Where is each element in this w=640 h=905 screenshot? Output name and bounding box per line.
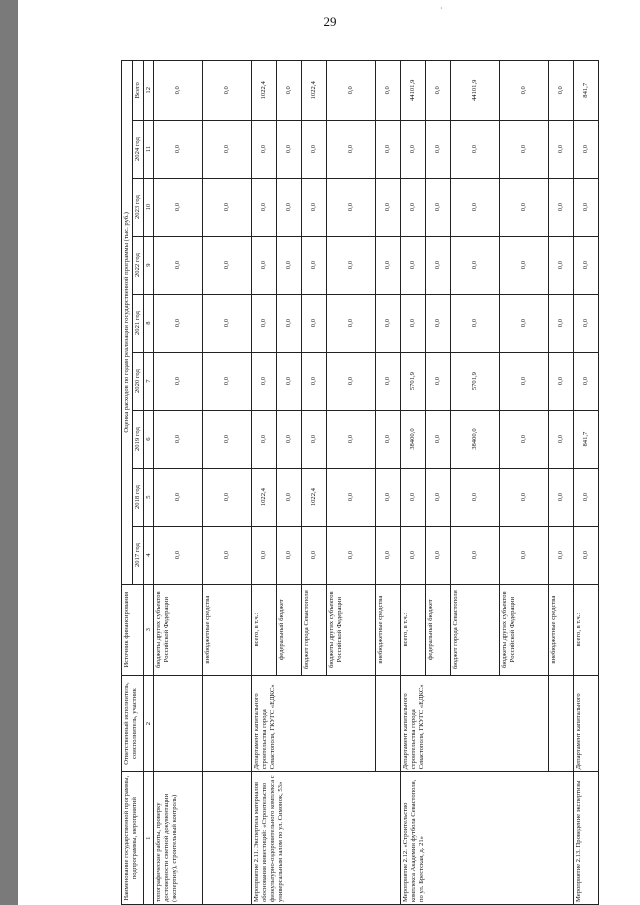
row-source: внебюджетные средства	[549, 584, 574, 675]
value-cell: 0,0	[203, 294, 252, 352]
value-cell: 0,0	[401, 236, 426, 294]
value-cell: 0,0	[302, 410, 327, 468]
row-source: федеральный бюджет	[277, 584, 302, 675]
budget-table	[121, 60, 599, 905]
value-cell: 0,0	[327, 61, 376, 121]
value-cell: 0,0	[451, 526, 500, 584]
value-cell: 0,0	[500, 236, 549, 294]
header-source: Источник финансирования	[122, 584, 144, 675]
row-source: всего, в т.ч.:	[401, 584, 426, 675]
value-cell: 0,0	[203, 120, 252, 178]
value-cell: 0,0	[252, 352, 277, 410]
col-number: 7	[143, 352, 154, 410]
col-number: 2	[143, 675, 154, 772]
row-name: Мероприятие 2.11. Экспертиза материалов обоснования инвестиций: «Строительство физкультурно-оздоровительного комплекса с универсальным залом по ул. Симонок, 53»	[252, 772, 401, 905]
header-executor: Ответственный исполнитель, соисполнитель, участник	[122, 675, 144, 772]
row-executor: Департамент капитального	[574, 675, 599, 772]
value-cell: 0,0	[327, 526, 376, 584]
value-cell: 0,0	[376, 178, 401, 236]
value-cell: 0,0	[426, 294, 451, 352]
value-cell: 841,7	[574, 410, 599, 468]
header-total: Всего	[132, 61, 143, 121]
table-row	[401, 61, 426, 905]
value-cell: 0,0	[426, 526, 451, 584]
row-source: бюджет города Севастополя	[451, 584, 500, 675]
row-source: федеральный бюджет	[426, 584, 451, 675]
value-cell: 0,0	[426, 178, 451, 236]
value-cell: 0,0	[302, 178, 327, 236]
value-cell: 0,0	[451, 236, 500, 294]
value-cell: 0,0	[451, 468, 500, 526]
value-cell: 0,0	[277, 410, 302, 468]
table-row	[252, 61, 277, 905]
value-cell: 5701,9	[451, 352, 500, 410]
row-name: Мероприятие 2.12. «Строительство комплекса Академии футбола Севастополя, по ул. Брестская, д. 21»	[401, 772, 574, 905]
row-source: бюджет города Севастополя	[302, 584, 327, 675]
header-year: 2019 год	[132, 410, 143, 468]
value-cell: 0,0	[376, 352, 401, 410]
value-cell: 0,0	[376, 410, 401, 468]
value-cell: 0,0	[401, 178, 426, 236]
value-cell: 0,0	[203, 178, 252, 236]
value-cell: 0,0	[277, 526, 302, 584]
value-cell: 0,0	[426, 468, 451, 526]
value-cell: 0,0	[574, 178, 599, 236]
value-cell: 0,0	[327, 236, 376, 294]
value-cell: 0,0	[426, 236, 451, 294]
row-executor: Департамент капитального строительства города Севастополя, ГКУГС «ЕДКС»	[252, 675, 376, 772]
header-year: 2023 год	[132, 178, 143, 236]
value-cell: 0,0	[252, 178, 277, 236]
value-cell: 0,0	[376, 526, 401, 584]
value-cell: 38400,0	[451, 410, 500, 468]
value-cell: 0,0	[500, 61, 549, 121]
value-cell: 0,0	[500, 352, 549, 410]
value-cell: 0,0	[401, 526, 426, 584]
value-cell: 0,0	[500, 468, 549, 526]
value-cell: 0,0	[401, 294, 426, 352]
value-cell: 1022,4	[252, 468, 277, 526]
value-cell: 44101,9	[451, 61, 500, 121]
value-cell: 0,0	[203, 352, 252, 410]
value-cell: 1022,4	[252, 61, 277, 121]
value-cell: 0,0	[500, 410, 549, 468]
value-cell: 0,0	[252, 410, 277, 468]
value-cell: 0,0	[154, 410, 203, 468]
value-cell: 0,0	[277, 352, 302, 410]
header-year: 2021 год	[132, 294, 143, 352]
value-cell: 0,0	[252, 236, 277, 294]
row-executor	[154, 675, 203, 772]
row-executor	[549, 675, 574, 772]
page-number: 29	[323, 14, 337, 29]
col-number: 3	[143, 584, 154, 675]
value-cell: 0,0	[302, 352, 327, 410]
value-cell: 0,0	[574, 120, 599, 178]
value-cell: 0,0	[203, 410, 252, 468]
value-cell: 0,0	[549, 352, 574, 410]
value-cell: 0,0	[376, 61, 401, 121]
value-cell: 38400,0	[401, 410, 426, 468]
value-cell: 0,0	[451, 178, 500, 236]
header-year: 2020 год	[132, 352, 143, 410]
value-cell: 0,0	[549, 468, 574, 526]
col-number: 6	[143, 410, 154, 468]
value-cell: 0,0	[500, 526, 549, 584]
value-cell: 0,0	[302, 526, 327, 584]
col-number: 11	[143, 120, 154, 178]
value-cell: 0,0	[327, 178, 376, 236]
value-cell: 0,0	[549, 236, 574, 294]
value-cell: 0,0	[451, 120, 500, 178]
value-cell: 0,0	[277, 178, 302, 236]
value-cell: 0,0	[277, 120, 302, 178]
value-cell: 1022,4	[302, 468, 327, 526]
value-cell: 0,0	[500, 120, 549, 178]
value-cell: 1022,4	[302, 61, 327, 121]
value-cell: 0,0	[376, 468, 401, 526]
value-cell: 5701,9	[401, 352, 426, 410]
row-source: внебюджетные средства	[203, 584, 252, 675]
row-source: бюджеты других субъектов Российской Федерации	[154, 584, 203, 675]
table-row	[154, 61, 203, 905]
value-cell: 0,0	[549, 61, 574, 121]
value-cell: 0,0	[401, 468, 426, 526]
value-cell: 0,0	[549, 120, 574, 178]
value-cell: 0,0	[451, 294, 500, 352]
value-cell: 0,0	[302, 120, 327, 178]
value-cell: 0,0	[203, 236, 252, 294]
col-number: 5	[143, 468, 154, 526]
value-cell: 0,0	[203, 468, 252, 526]
row-name: Мероприятие 2.13. Проведение экспертизы	[574, 772, 599, 905]
row-source: всего, в т.ч.:	[252, 584, 277, 675]
value-cell: 0,0	[154, 294, 203, 352]
table-viewport	[121, 60, 590, 905]
value-cell: 44101,9	[401, 61, 426, 121]
header-year: 2018 год	[132, 468, 143, 526]
row-source: внебюджетные средства	[376, 584, 401, 675]
header-year: 2024 год	[132, 120, 143, 178]
value-cell: 0,0	[154, 468, 203, 526]
value-cell: 0,0	[500, 294, 549, 352]
value-cell: 0,0	[426, 61, 451, 121]
header-estimate: Оценка расходов по годам реализации государственной программы (тыс. руб.)	[122, 61, 133, 585]
value-cell: 0,0	[277, 468, 302, 526]
col-number: 8	[143, 294, 154, 352]
value-cell: 0,0	[277, 294, 302, 352]
value-cell: 0,0	[154, 352, 203, 410]
header-name: Наименование государственной программы, подпрограммы, мероприятий	[122, 772, 144, 905]
col-number: 1	[143, 772, 154, 905]
row-source: всего, в т.ч.:	[574, 584, 599, 675]
row-executor: Департамент капитального строительства города Севастополя, ГКУГС «ЕДКС»	[401, 675, 549, 772]
col-number: 9	[143, 236, 154, 294]
value-cell: 0,0	[252, 526, 277, 584]
value-cell: 0,0	[376, 120, 401, 178]
row-source: бюджеты других субъектов Российской Федерации	[500, 584, 549, 675]
value-cell: 0,0	[549, 294, 574, 352]
row-source: бюджеты других субъектов Российской Федерации	[327, 584, 376, 675]
value-cell: 0,0	[154, 526, 203, 584]
value-cell: 0,0	[549, 410, 574, 468]
header-row	[122, 61, 133, 905]
col-number: 12	[143, 61, 154, 121]
value-cell: 0,0	[574, 236, 599, 294]
header-year: 2022 год	[132, 236, 143, 294]
value-cell: 0,0	[154, 178, 203, 236]
value-cell: 0,0	[426, 120, 451, 178]
value-cell: 0,0	[549, 526, 574, 584]
value-cell: 0,0	[549, 178, 574, 236]
value-cell: 0,0	[203, 526, 252, 584]
value-cell: 0,0	[500, 178, 549, 236]
value-cell: 0,0	[574, 352, 599, 410]
value-cell: 0,0	[327, 352, 376, 410]
value-cell: 0,0	[376, 236, 401, 294]
rotated-table-container	[121, 60, 590, 905]
value-cell: 0,0	[252, 120, 277, 178]
scan-speck: ·	[440, 4, 443, 13]
value-cell: 0,0	[203, 61, 252, 121]
row-executor	[203, 675, 252, 772]
col-number: 10	[143, 178, 154, 236]
value-cell: 0,0	[252, 294, 277, 352]
value-cell: 0,0	[154, 236, 203, 294]
value-cell: 0,0	[327, 410, 376, 468]
value-cell: 0,0	[154, 120, 203, 178]
row-name	[203, 772, 252, 905]
value-cell: 0,0	[154, 61, 203, 121]
value-cell: 0,0	[401, 120, 426, 178]
value-cell: 0,0	[277, 61, 302, 121]
value-cell: 0,0	[426, 410, 451, 468]
value-cell: 0,0	[302, 236, 327, 294]
value-cell: 0,0	[327, 294, 376, 352]
value-cell: 0,0	[574, 468, 599, 526]
value-cell: 0,0	[327, 468, 376, 526]
value-cell: 0,0	[302, 294, 327, 352]
table-row	[574, 61, 599, 905]
column-numbers-row	[143, 61, 154, 905]
value-cell: 0,0	[574, 526, 599, 584]
table-row	[203, 61, 252, 905]
value-cell: 0,0	[376, 294, 401, 352]
value-cell: 0,0	[426, 352, 451, 410]
value-cell: 0,0	[277, 236, 302, 294]
header-year: 2017 год	[132, 526, 143, 584]
value-cell: 841,7	[574, 61, 599, 121]
value-cell: 0,0	[574, 294, 599, 352]
row-name: топографические работы, проверку достоверности сметной документации (экспертизу), строительный контроль)	[154, 772, 203, 905]
row-executor	[376, 675, 401, 772]
value-cell: 0,0	[327, 120, 376, 178]
scan-shadow-edge	[0, 0, 18, 905]
col-number: 4	[143, 526, 154, 584]
